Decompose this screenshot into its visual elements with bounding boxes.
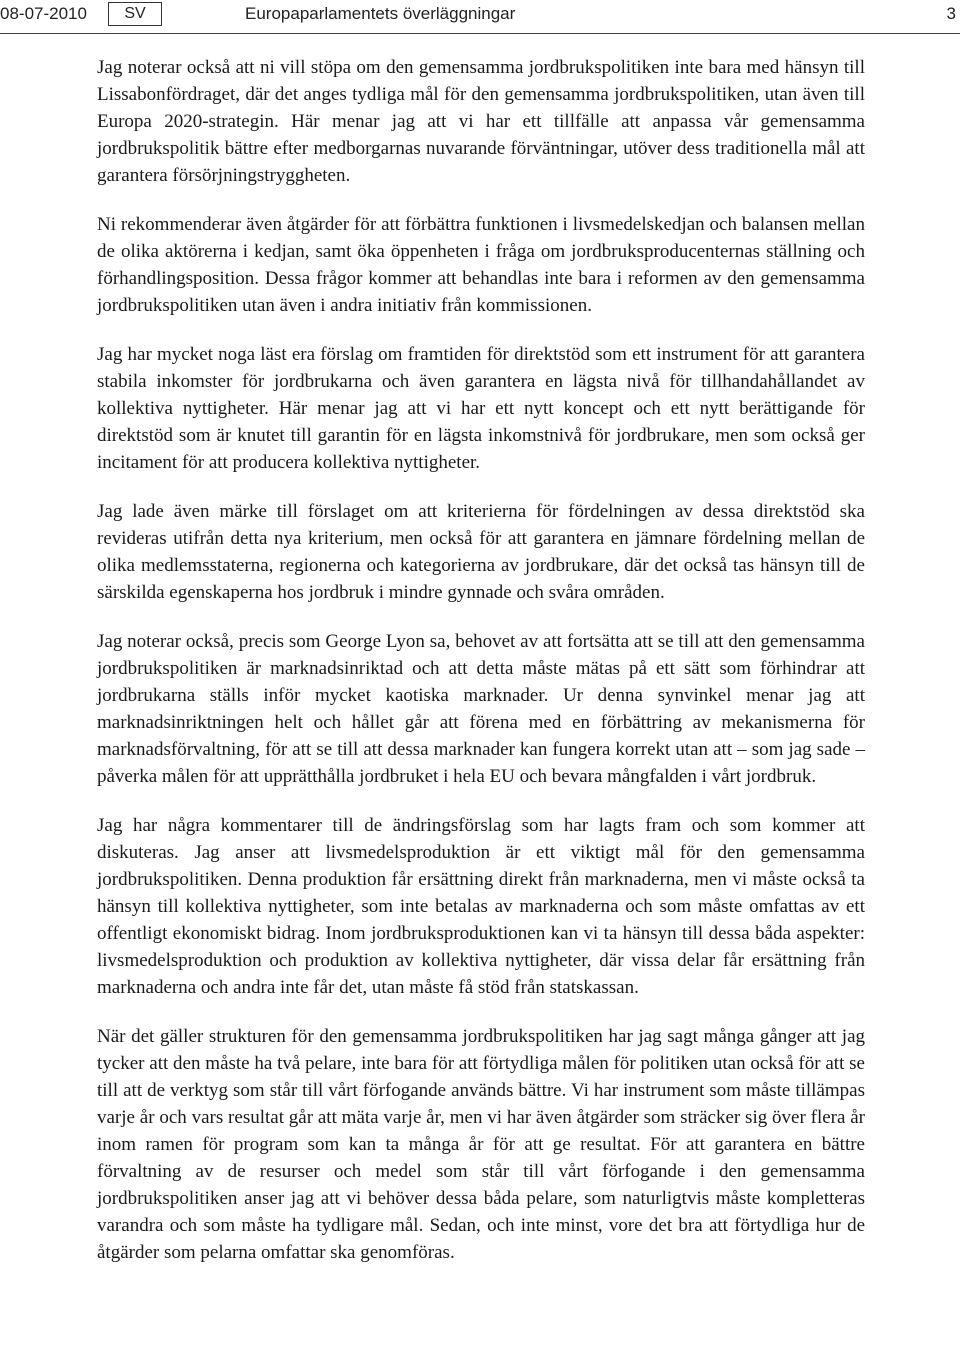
page-number: 3 (946, 4, 956, 23)
paragraph: Jag har mycket noga läst era förslag om framtiden för direktstöd som ett instrument för att garantera stabila inkomster för jordbrukarna och även garantera en lägsta nivå för tillhandahållandet av kollektiva nyttigheter. Här menar jag att vi har ett nytt koncept och ett nytt berättigande för direktstöd som är knutet till garantin för en lägsta inkomstnivå för jordbrukare, men som också ger incitament för att producera kollektiva nyttigheter. (97, 344, 865, 473)
paragraph: Jag noterar också, precis som George Lyon sa, behovet av att fortsätta att se till att den gemensamma jordbrukspolitiken är marknadsinriktad och att detta måste mätas på ett sätt som förhindrar att jordbrukarna ställs inför mycket kaotiska marknader. Ur denna synvinkel menar jag att marknadsinriktningen helt och hållet går att förena med en förbättring av mekanismerna för marknadsförvaltning, för att se till att dessa marknader kan fungera korrekt utan att – som jag sade – påverka målen för att upprätthålla jordbruket i hela EU och bevara mångfalden i vårt jordbruk. (97, 631, 865, 787)
header-title: Europaparlamentets överläggningar (245, 4, 516, 23)
document-body (97, 54, 865, 1288)
paragraph: Jag noterar också att ni vill stöpa om den gemensamma jordbrukspolitiken inte bara med hänsyn till Lissabonfördraget, där det anges tydliga mål för den gemensamma jordbrukspolitiken, utan även till Europa 2020-strategin. Här menar jag att vi har ett tillfälle att anpassa vår gemensamma jordbrukspolitik bättre efter medborgarnas nuvarande förväntningar, utöver dess traditionella mål att garantera försörjningstryggheten. (97, 57, 865, 186)
header-divider (0, 33, 960, 34)
page-header (0, 0, 960, 30)
paragraph: Jag lade även märke till förslaget om att kriterierna för fördelningen av dessa direktstöd ska revideras utifrån detta nya kriterium, men också för att garantera en jämnare fördelning mellan de olika medlemsstaterna, regionerna och kategorierna av jordbrukare, där det också tas hänsyn till de särskilda egenskaperna hos jordbruk i mindre gynnade och svåra områden. (97, 501, 865, 603)
paragraph: Jag har några kommentarer till de ändringsförslag som har lagts fram och som kommer att diskuteras. Jag anser att livsmedelsproduktion är ett viktigt mål för den gemensamma jordbrukspolitiken. Denna produktion får ersättning direkt från marknaderna, men vi måste också ta hänsyn till kollektiva nyttigheter, som inte betalas av marknaderna och som måste omfattas av ett offentligt ekonomiskt bidrag. Inom jordbruksproduktionen kan vi ta hänsyn till dessa båda aspekter: livsmedelsproduktion och produktion av kollektiva nyttigheter, där vissa delar får ersättning från marknaderna och andra inte får det, utan måste få stöd från statskassan. (97, 815, 865, 998)
paragraph: Ni rekommenderar även åtgärder för att förbättra funktionen i livsmedelskedjan och balansen mellan de olika aktörerna i kedjan, samt öka öppenheten i fråga om jordbruksproducenternas ställning och förhandlingsposition. Dessa frågor kommer att behandlas inte bara i reformen av den gemensamma jordbrukspolitiken utan även i andra initiativ från kommissionen. (97, 214, 865, 316)
language-badge: SV (108, 2, 162, 26)
header-date: 08-07-2010 (0, 4, 87, 23)
paragraph: När det gäller strukturen för den gemensamma jordbrukspolitiken har jag sagt många gånger att jag tycker att den måste ha två pelare, inte bara för att förtydliga målen för politiken utan också för att se till att de verktyg som står till vårt förfogande används bättre. Vi har instrument som måste tillämpas varje år och vars resultat går att mäta varje år, men vi har även åtgärder som sträcker sig över flera år inom ramen för program som kan ta många år för att ge resultat. För att garantera en bättre förvaltning av de resurser och medel som står till vårt förfogande i den gemensamma jordbrukspolitiken anser jag att vi behöver dessa båda pelare, som naturligtvis måste kompletteras varandra och som måste ha tydligare mål. Sedan, och inte minst, vore det bra att förtydliga hur de åtgärder som pelarna omfattar ska genomföras. (97, 1026, 865, 1263)
